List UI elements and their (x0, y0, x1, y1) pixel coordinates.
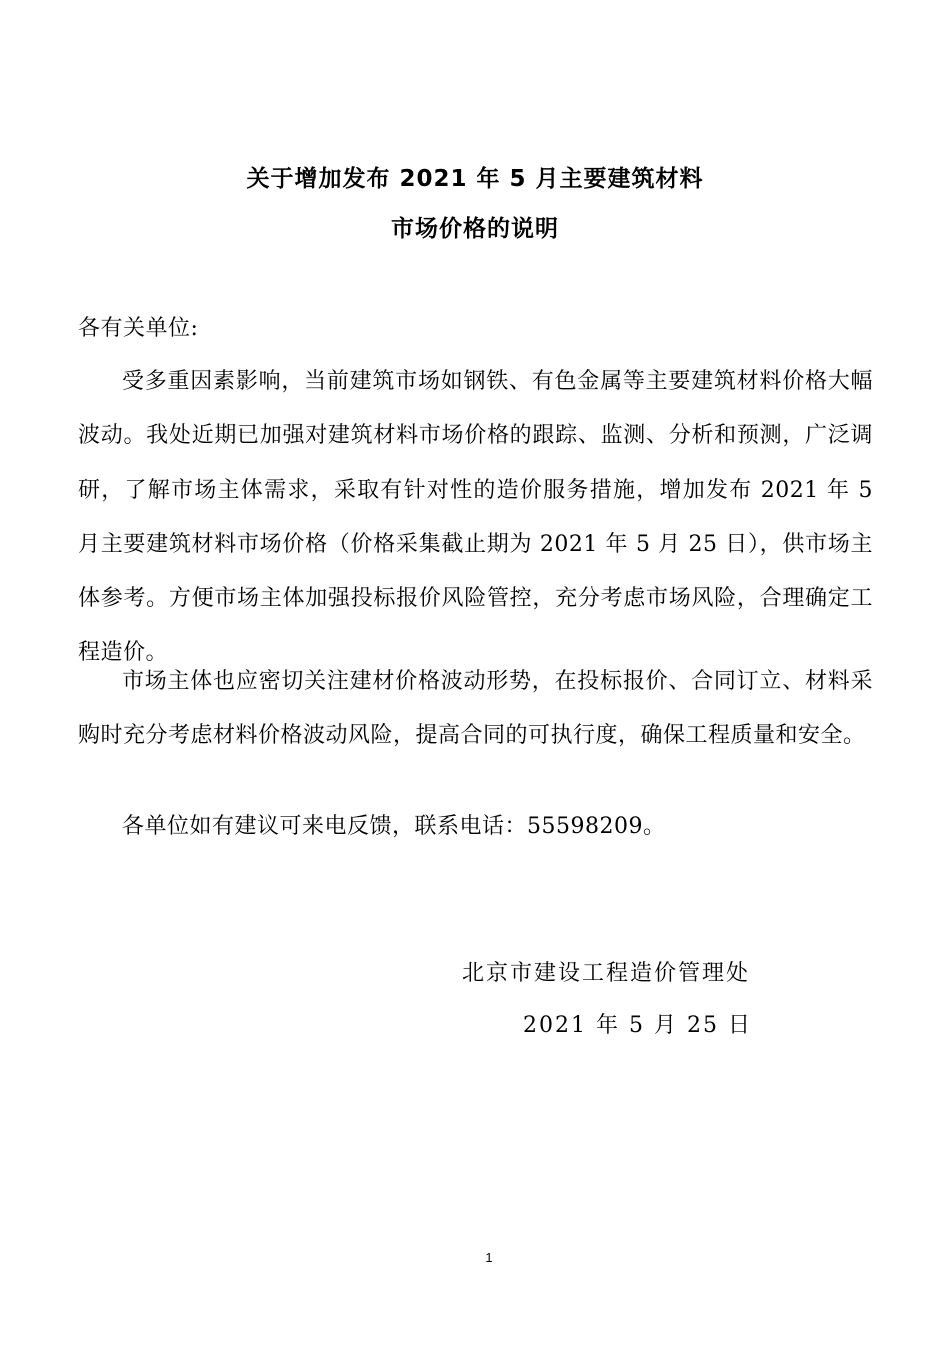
body-paragraph-2: 市场主体也应密切关注建材价格波动形势，在投标报价、合同订立、材料采购时充分考虑材料价格波动风险，提高合同的可执行度，确保工程质量和安全。 (78, 669, 873, 749)
signature-organization: 北京市建设工程造价管理处 (462, 961, 751, 986)
page-number: 1 (485, 1250, 493, 1265)
body-paragraph-1: 受多重因素影响，当前建筑市场如钢铁、有色金属等主要建筑材料价格大幅波动。我处近期已加强对建筑材料市场价格的跟踪、监测、分析和预测，广泛调研，了解市场主体需求，采取有针对性的造价服务措施，增加发布 2021 年 5 月主要建筑材料市场价格（价格采集截止期为 2021 年 5 月 25 日），供市场主体参考。方便市场主体加强投标报价风险管控，充分考虑市场风险，合理确定工程造价。 (78, 369, 873, 666)
signature-date: 2021 年 5 月 25 日 (523, 1013, 752, 1038)
body-paragraph-3: 各单位如有建议可来电反馈，联系电话：55598209。 (122, 814, 666, 839)
document-title-line-2: 市场价格的说明 (391, 216, 559, 242)
document-title-line-1: 关于增加发布 2021 年 5 月主要建筑材料 (246, 166, 704, 192)
salutation: 各有关单位: (78, 316, 199, 341)
